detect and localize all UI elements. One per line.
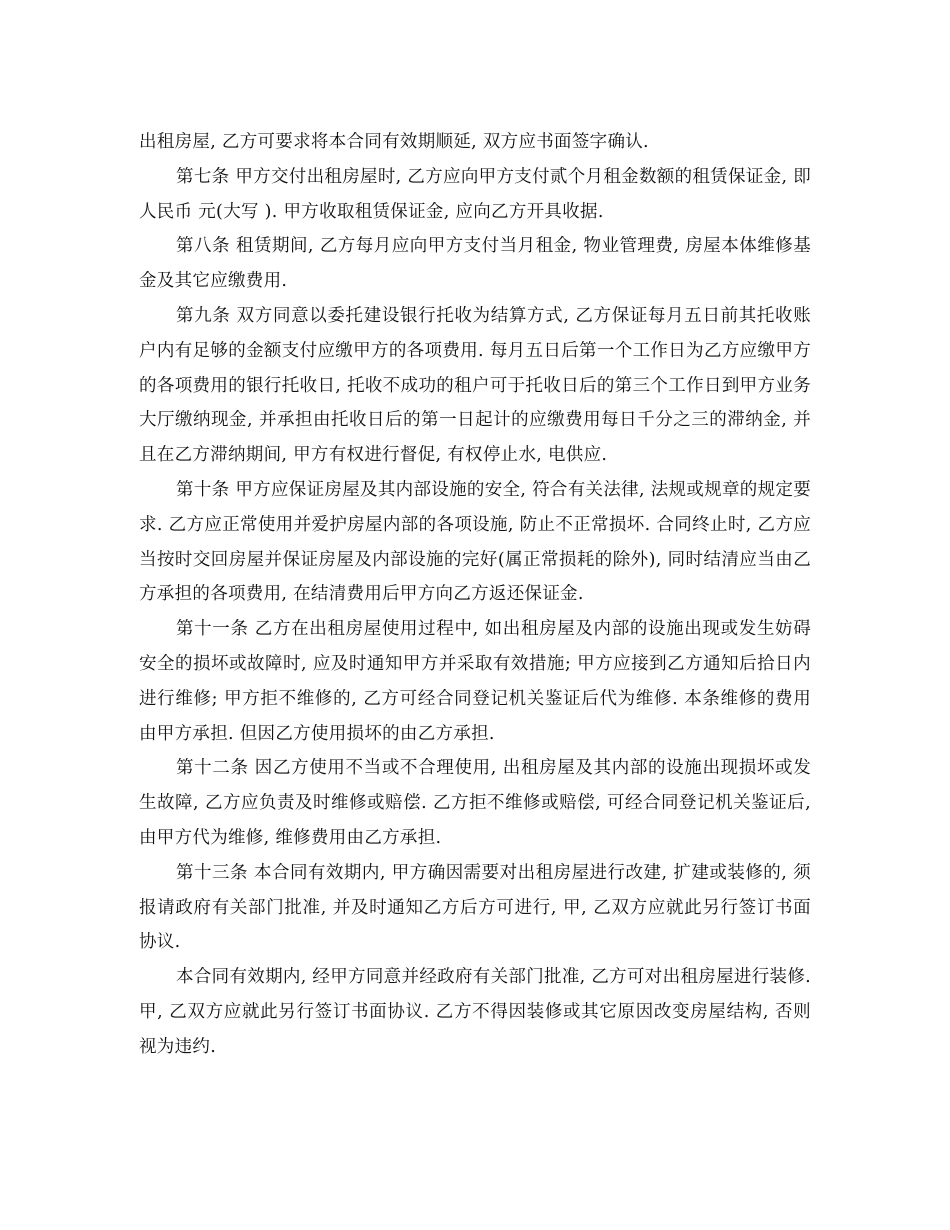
- paragraph-article-11: 第十一条 乙方在出租房屋使用过程中, 如出租房屋及内部的设施出现或发生妨碍安全的损坏或故障时, 应及时通知甲方并采取有效措施; 甲方应接到乙方通知后拾日内进行维修; 甲方拒不维修的, 乙方可经合同登记机关鉴证后代为维修. 本条维修的费用由甲方承担. 但因乙方使用损坏的由乙方承担.: [139, 619, 811, 744]
- paragraph-article-8: 第八条 租赁期间, 乙方每月应向甲方支付当月租金, 物业管理费, 房屋本体维修基金及其它应缴费用.: [139, 236, 811, 292]
- paragraph-article-7: 第七条 甲方交付出租房屋时, 乙方应向甲方支付贰个月租金数额的租赁保证金, 即人民币 元(大写 ). 甲方收取租赁保证金, 应向乙方开具收据.: [139, 166, 811, 222]
- document-body: [139, 125, 811, 1065]
- paragraph-article-12: 第十二条 因乙方使用不当或不合理使用, 出租房屋及其内部的设施出现损坏或发生故障, 乙方应负责及时维修或赔偿. 乙方拒不维修或赔偿, 可经合同登记机关鉴证后, 由甲方代为维修, 维修费用由乙方承担.: [139, 758, 811, 848]
- paragraph-article-10: 第十条 甲方应保证房屋及其内部设施的安全, 符合有关法律, 法规或规章的规定要求. 乙方应正常使用并爱护房屋内部的各项设施, 防止不正常损坏. 合同终止时, 乙方应当按时交回房屋并保证房屋及内部设施的完好(属正常损耗的除外), 同时结清应当由乙方承担的各项费用, 在结清费用后甲方向乙方返还保证金.: [139, 479, 811, 605]
- paragraph-article-9: 第九条 双方同意以委托建设银行托收为结算方式, 乙方保证每月五日前其托收账户内有足够的金额支付应缴甲方的各项费用. 每月五日后第一个工作日为乙方应缴甲方的各项费用的银行托收日, 托收不成功的租户可于托收日后的第三个工作日到甲方业务大厅缴纳现金, 并承担由托收日后的第一日起计的应缴费用每日千分之三的滞纳金, 并且在乙方滞纳期间, 甲方有权进行督促, 有权停止水, 电供应.: [139, 305, 811, 466]
- paragraph-continuation: 出租房屋, 乙方可要求将本合同有效期顺延, 双方应书面签字确认.: [139, 132, 649, 152]
- paragraph-renovation: 本合同有效期内, 经甲方同意并经政府有关部门批准, 乙方可对出租房屋进行装修. 甲, 乙双方应就此另行签订书面协议. 乙方不得因装修或其它原因改变房屋结构, 否则视为违约.: [139, 967, 811, 1057]
- paragraph-article-13: 第十三条 本合同有效期内, 甲方确因需要对出租房屋进行改建, 扩建或装修的, 须报请政府有关部门批准, 并及时通知乙方后方可进行, 甲, 乙双方应就此另行签订书面协议.: [139, 862, 811, 953]
